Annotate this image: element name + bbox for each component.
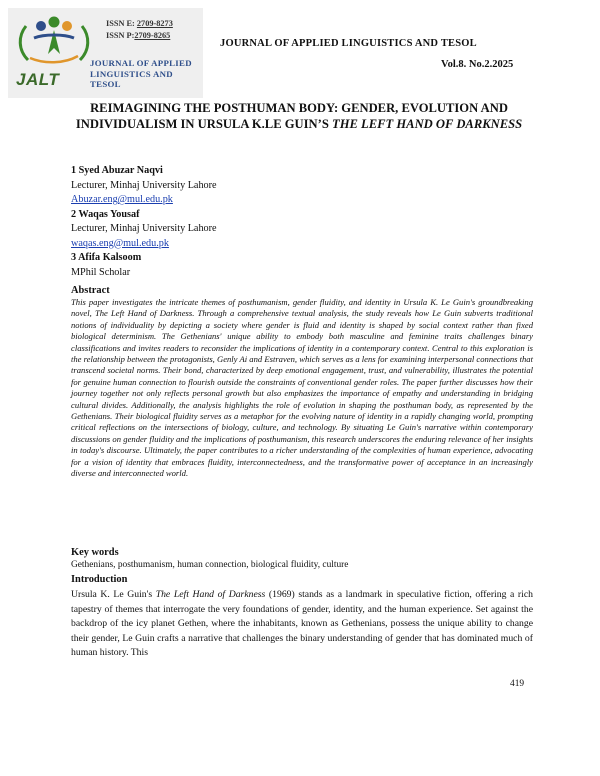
logo-acronym: JALT: [16, 70, 60, 89]
intro-book-title: The Left Hand of Darkness: [155, 589, 266, 600]
issn-p-number[interactable]: 2709-8265: [134, 31, 171, 40]
author-email-link[interactable]: Abuzar.eng@mul.edu.pk: [71, 194, 173, 205]
abstract-heading: Abstract: [71, 285, 110, 296]
laurel-left: [20, 26, 28, 60]
figure-head-right: [62, 21, 72, 31]
paper-title-book: THE LEFT HAND OF DARKNESS: [332, 117, 523, 131]
author-name: 2 Waqas Yousaf: [71, 208, 140, 220]
author-affiliation: Lecturer, Minhaj University Lahore: [71, 223, 217, 234]
figure-head-left: [36, 21, 46, 31]
jalt-emblem-icon: [14, 12, 94, 68]
abstract-text: This paper investigates the intricate themes of posthumanism, gender fluidity, and identity in Ursula K. Le Guin's groundbreaking novel, The Left Hand of Darkness. Through a comprehensive textual analysis, the study reveals how Le Guin subverts traditional notions of individuality by depicting a society where gender is fluid and identity is shaped by social context rather than fixed biological determinism. The Gethenians' unique ability to embody both masculine and feminine traits challenges binary classifications and invites readers to reconsider the implications of identity in a contemporary context. Central to this exploration is the relationship between the protagonists, Genly Ai and Estraven, which serves as a lens for examining interpersonal connections that transcend societal norms. Their bond, characterized by deep emotional engagement, trust, and vulnerability, illustrates the potential for genuine human connection to flourish outside the constraints of conventional gender roles. The paper further discusses how their journey together not only reflects personal growth but also emphasizes the importance of empathy and understanding in bridging cultural divides. Additionally, the analysis highlights the role of evolution in shaping the posthuman body, as represented by the Gethenians. Their biological fluidity serves as a metaphor for the evolving nature of identity in a rapidly changing world, prompting critical reflections on the intersections of biology, culture, and technology. By situating Le Guin's narrative within contemporary discussions on gender fluidity and the implications of posthumanism, this research underscores the enduring relevance of her insights in today's discourse. Ultimately, the paper contributes to a richer understanding of the complexities of human experience, advocating for a vision of identity that embraces fluidity, interconnectedness, and the transformative power of acceptance in an increasingly diverse and interconnected world.: [71, 297, 533, 479]
keywords-text: Gethenians, posthumanism, human connection, biological fluidity, culture: [71, 560, 349, 570]
introduction-text: [71, 588, 533, 661]
logo-name-line: JOURNAL OF APPLIED: [90, 58, 192, 68]
swoosh: [30, 56, 78, 62]
logo-name-line: LINGUISTICS AND: [90, 68, 173, 79]
issn-p: [106, 30, 173, 42]
author-list: [71, 164, 217, 280]
issn-block: [106, 18, 173, 42]
intro-text-before: Ursula K. Le Guin's: [71, 589, 156, 600]
issn-e-number[interactable]: 2709-8273: [136, 19, 173, 28]
page-number: 419: [510, 679, 525, 689]
paper-title-main: REIMAGINING THE POSTHUMAN BODY: GENDER, EVOLUTION AND INDIVIDUALISM IN URSULA K.LE GUIN’S: [75, 101, 508, 131]
introduction-heading: Introduction: [71, 574, 128, 585]
paper-title: [62, 100, 536, 132]
figure-head-center: [49, 17, 60, 28]
issn-p-label: ISSN P:: [106, 31, 135, 40]
journal-title: JOURNAL OF APPLIED LINGUISTICS AND TESOL: [220, 38, 477, 49]
laurel-right: [80, 26, 88, 60]
issn-e-label: ISSN E:: [106, 19, 137, 28]
author-name: 3 Afifa Kalsoom: [71, 252, 142, 263]
author-name: 1 Syed Abuzar Naqvi: [71, 165, 163, 176]
keywords-heading: Key words: [71, 547, 119, 558]
author-affiliation: MPhil Scholar: [71, 266, 131, 278]
volume-issue: Vol.8. No.2.2025: [441, 59, 514, 70]
author-affiliation: Lecturer, Minhaj University Lahore: [71, 179, 217, 191]
issn-e: [106, 18, 173, 30]
author-email-link[interactable]: waqas.eng@mul.edu.pk: [71, 237, 169, 249]
intro-text-after: (1969) stands as a landmark in speculative fiction, offering a rich tapestry of themes that interrogate the very foundations of gender, identity, and the human experience. Set against the backdrop of the icy planet Gethen, where the inhabitants, known as Gethenians, possess the unique ability to change their gender, Le Guin crafts a narrative that challenges the binary understanding of gender that has dominated much of human history. This: [71, 589, 533, 659]
logo-journal-name: [90, 58, 192, 90]
logo-name-line: TESOL: [90, 79, 121, 89]
